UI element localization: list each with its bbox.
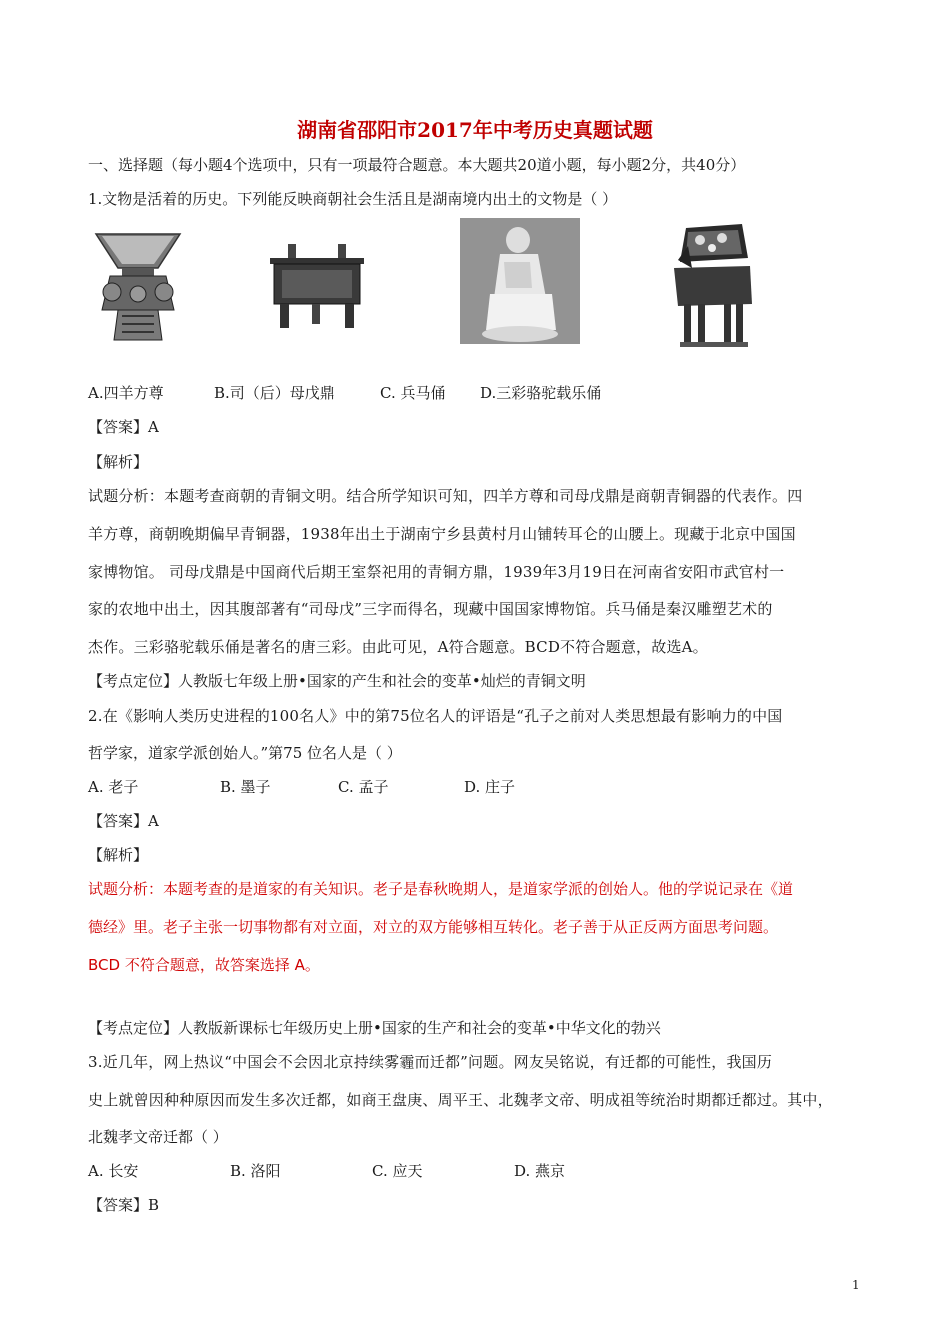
terracotta-warrior-image (460, 218, 580, 344)
q3-option-a: A. 长安 (88, 1162, 139, 1180)
q2-stem-line: 哲学家，道家学派创始人。”第75 位名人是（ ） (88, 744, 402, 762)
q1-stem: 1.文物是活着的历史。下列能反映商朝社会生活且是湖南境内出土的文物是（ ） (88, 190, 618, 208)
q3-option-b: B. 洛阳 (230, 1162, 281, 1180)
q2-analysis-line: 德经》里。老子主张一切事物都有对立面，对立的双方能够相互转化。老子善于从正反两方面思考问题。 (88, 918, 779, 936)
q1-option-a: A.四羊方尊 (88, 384, 164, 402)
q2-analysis-line: 试题分析：本题考查的是道家的有关知识。老子是春秋晚期人，是道家学派的创始人。他的学说记录在《道 (88, 880, 794, 898)
q3-option-c: C. 应天 (372, 1162, 423, 1180)
q2-option-d: D. 庄子 (464, 778, 516, 796)
q2-options (88, 776, 515, 797)
q2-analysis-line: BCD 不符合题意，故答案选择 A。 (88, 956, 320, 974)
q3-stem-line: 史上就曾因种种原因而发生多次迁都，如商王盘庚、周平王、北魏孝文帝、明成祖等统治时期都迁都过。其中， (88, 1091, 833, 1109)
q1-analysis-line: 家博物馆。 司母戊鼎是中国商代后期王室祭祀用的青铜方鼎，1939年3月19日在河南省安阳市武官村一 (88, 563, 785, 581)
section-heading: 一、选择题（每小题4个选项中，只有一项最符合题意。本大题共20道小题，每小题2分，共40分） (88, 156, 746, 174)
q2-option-c: C. 孟子 (338, 778, 389, 796)
q2-kaodian: 【考点定位】人教版新课标七年级历史上册•国家的生产和社会的变革•中华文化的勃兴 (88, 1019, 661, 1037)
q1-analysis-label: 【解析】 (88, 453, 149, 471)
q1-analysis-line: 试题分析：本题考查商朝的青铜文明。结合所学知识可知，四羊方尊和司母戊鼎是商朝青铜器的代表作。四 (88, 487, 803, 505)
q1-option-d: D.三彩骆驼载乐俑 (480, 384, 602, 402)
four-ram-zun-image (92, 228, 184, 346)
q2-option-b: B. 墨子 (220, 778, 271, 796)
q1-analysis-line: 家的农地中出土，因其腹部著有“司母戊”三字而得名，现藏中国国家博物馆。兵马俑是秦汉雕塑艺术的 (88, 600, 773, 618)
q2-answer: 【答案】A (88, 812, 159, 830)
q1-analysis-line: 羊方尊，商朝晚期偏早青铜器，1938年出土于湖南宁乡县黄村月山铺转耳仑的山腰上。现藏于北京中国国 (88, 525, 796, 543)
q1-kaodian: 【考点定位】人教版七年级上册•国家的产生和社会的变革•灿烂的青铜文明 (88, 672, 586, 690)
simuwu-ding-image (268, 244, 366, 328)
q3-stem-line: 3.近几年，网上热议“中国会不会因北京持续雾霾而迁都”问题。网友吴铭说，有迁都的可能性，我国历 (88, 1053, 773, 1071)
q3-option-d: D. 燕京 (514, 1162, 566, 1180)
q1-answer: 【答案】A (88, 418, 159, 436)
q3-options (88, 1160, 565, 1181)
q3-answer: 【答案】B (88, 1196, 160, 1214)
q2-stem-line: 2.在《影响人类历史进程的100名人》中的第75位名人的评语是“孔子之前对人类思想最有影响力的中国 (88, 707, 783, 725)
page-number: 1 (852, 1278, 860, 1292)
page-title: 湖南省邵阳市2017年中考历史真题试题 (297, 118, 653, 142)
q1-analysis-line: 杰作。三彩骆驼载乐俑是著名的唐三彩。由此可见，A符合题意。BCD不符合题意，故选A。 (88, 638, 708, 656)
q3-stem-line: 北魏孝文帝迁都（ ） (88, 1128, 228, 1146)
tricolor-camel-image (664, 218, 760, 350)
q1-options (88, 382, 601, 403)
q1-option-b: B.司（后）母戊鼎 (214, 384, 335, 402)
q2-option-a: A. 老子 (88, 778, 139, 796)
q2-analysis-label: 【解析】 (88, 846, 149, 864)
q1-option-c: C. 兵马俑 (380, 384, 446, 402)
